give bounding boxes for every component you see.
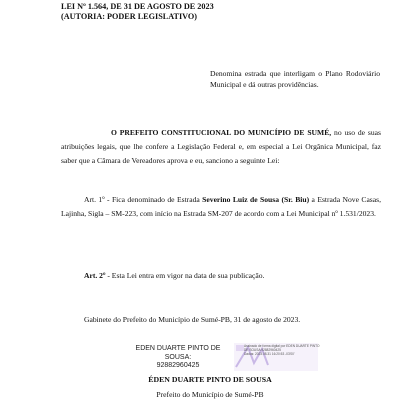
digital-signature-id: 92882960425 <box>156 362 200 370</box>
closing-paragraph: Gabinete do Prefeito do Município de Sumé-PB, 31 de agosto de 2023. <box>84 315 301 324</box>
document-header <box>61 2 214 22</box>
preamble-paragraph <box>61 126 381 168</box>
preamble-text: no uso de suas atribuições legais, que lhe confere a Legislação Federal e, em especial a Lei Orgânica Municipal, faz saber que a Câmara de Vereadores aprova e eu, sanciono a seguinte Lei: <box>61 128 381 165</box>
digital-signature-name <box>126 345 230 371</box>
article-1-paragraph <box>61 193 381 221</box>
signature-detail-line: Assinado de forma digital por EDEN DUARTE PINTO <box>244 344 320 348</box>
signer-name: ÉDEN DUARTE PINTO DE SOUSA <box>148 375 272 384</box>
article-1-text: a Estrada Nove Casas, Lajinha, Sigla – SM-223, com início na Estrada SM-207 de acordo com a Lei Municipal nº 1.531/2023. <box>61 195 381 218</box>
preamble-bold: O PREFEITO CONSTITUCIONAL DO MUNICÍPIO DE SUMÉ, <box>111 128 332 137</box>
article-2-paragraph <box>61 269 381 283</box>
article-2-label: Art. 2º <box>84 271 106 280</box>
signer-role: Prefeito do Município de Sumé-PB <box>156 390 264 399</box>
digital-signature-block <box>126 343 326 373</box>
signature-detail-line: Dados: 2023.08.31 16:20:53 -03'00' <box>244 352 295 357</box>
digital-signature-details <box>244 344 320 357</box>
digital-signature-holder: EDEN DUARTE PINTO DE SOUSA: <box>135 345 221 361</box>
article-1-road-name: Severino Luiz de Sousa (Sr. Biu) <box>202 195 310 204</box>
law-authorship: (AUTORIA: PODER LEGISLATIVO) <box>61 12 198 21</box>
article-2-text: - Esta Lei entra em vigor na data de sua publicação. <box>105 271 265 280</box>
law-summary: Denomina estrada que interligam o Plano Rodoviário Municipal e dá outras providências. <box>210 69 380 89</box>
signature-detail-line: DE SOUSA:92882960425 <box>244 348 281 353</box>
law-number: LEI Nº 1.564, DE 31 DE AGOSTO DE 2023 <box>61 2 214 11</box>
article-1-lead: Art. 1º - Fica denominado de Estrada <box>84 195 203 204</box>
